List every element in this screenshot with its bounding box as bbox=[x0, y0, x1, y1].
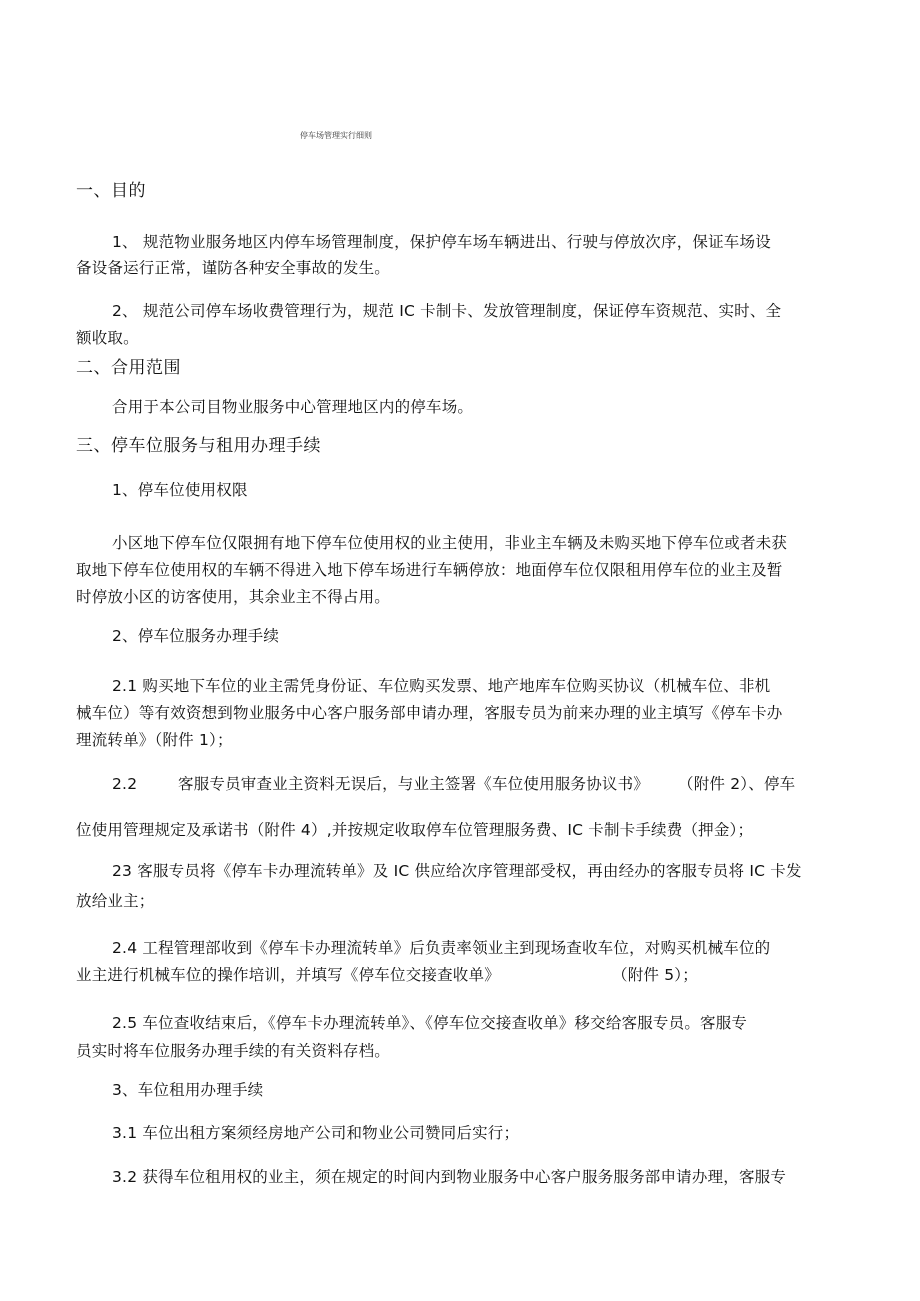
paragraph-2-1-line-2: 械车位）等有效资想到物业服务中心客户服务部申请办理，客服专员为前来办理的业主填写《停车卡办 bbox=[76, 704, 783, 722]
paragraph-2-2-line-2: 位使用管理规定及承诺书（附件 4）,并按规定收取停车位管理服务费、IC 卡制卡手续费（押金）； bbox=[76, 821, 754, 839]
subsection-3-3-heading: 3、车位租用办理手续 bbox=[112, 1081, 264, 1099]
section-2-paragraph: 合用于本公司目物业服务中心管理地区内的停车场。 bbox=[112, 398, 474, 416]
section-1-paragraph-1-line-2: 备设备运行正常，谨防各种安全事故的发生。 bbox=[76, 259, 391, 277]
paragraph-2-2-line-1-attachment: （附件 2）、停车 bbox=[678, 775, 796, 793]
section-1-paragraph-2-line-1: 2、 规范公司停车场收费管理行为，规范 IC 卡制卡、发放管理制度，保证停车资规范、实时、全 bbox=[112, 302, 782, 320]
paragraph-2-2-line-1: 客服专员审查业主资料无误后，与业主签署《车位使用服务协议书》 bbox=[178, 775, 650, 793]
subsection-3-1-line-2: 取地下停车位使用权的车辆不得进入地下停车场进行车辆停放：地面停车位仅限租用停车位的业主及暂 bbox=[76, 561, 783, 579]
paragraph-3-1: 3.1 车位出租方案须经房地产公司和物业公司赞同后实行； bbox=[112, 1124, 520, 1142]
paragraph-2-5-line-2: 员实时将车位服务办理手续的有关资料存档。 bbox=[76, 1042, 391, 1060]
section-1-heading: 一、目的 bbox=[76, 181, 146, 201]
paragraph-3-2: 3.2 获得车位租用权的业主，须在规定的时间内到物业服务中心客户服务服务部申请办理，客服专 bbox=[112, 1168, 787, 1186]
section-2-heading: 二、合用范围 bbox=[76, 358, 181, 378]
subsection-3-1-line-3: 时停放小区的访客使用，其余业主不得占用。 bbox=[76, 588, 391, 606]
paragraph-2-1-line-1: 2.1 购买地下车位的业主需凭身份证、车位购买发票、地产地库车位购买协议（机械车位、非机 bbox=[112, 677, 771, 695]
subsection-3-1-heading: 1、停车位使用权限 bbox=[112, 481, 248, 499]
paragraph-2-4-line-2-attachment: （附件 5）； bbox=[612, 966, 698, 984]
paragraph-2-3-line-2: 放给业主； bbox=[76, 892, 155, 910]
document-title: 停车场管理实行细则 bbox=[300, 131, 372, 140]
paragraph-2-4-line-2: 业主进行机械车位的操作培训，并填写《停车位交接查收单》 bbox=[76, 966, 500, 984]
subsection-3-2-heading: 2、停车位服务办理手续 bbox=[112, 627, 280, 645]
paragraph-2-5-line-1: 2.5 车位查收结束后，《停车卡办理流转单》、《停车位交接查收单》移交给客服专员。客服专 bbox=[112, 1014, 748, 1032]
section-1-paragraph-1-line-1: 1、 规范物业服务地区内停车场管理制度，保护停车场车辆进出、行驶与停放次序，保证车场设 bbox=[112, 233, 771, 251]
paragraph-2-4-line-1: 2.4 工程管理部收到《停车卡办理流转单》后负责率领业主到现场查收车位，对购买机械车位的 bbox=[112, 939, 771, 957]
section-3-heading: 三、停车位服务与租用办理手续 bbox=[76, 436, 321, 456]
paragraph-2-3-line-1: 23 客服专员将《停车卡办理流转单》及 IC 供应给次序管理部受权，再由经办的客服专员将 IC 卡发 bbox=[112, 862, 802, 880]
subsection-3-1-line-1: 小区地下停车位仅限拥有地下停车位使用权的业主使用，非业主车辆及未购买地下停车位或者未获 bbox=[112, 534, 788, 552]
paragraph-2-1-line-3: 理流转单》（附件 1）； bbox=[76, 731, 233, 749]
paragraph-2-2-number: 2.2 bbox=[112, 775, 138, 793]
section-1-paragraph-2-line-2: 额收取。 bbox=[76, 329, 139, 347]
